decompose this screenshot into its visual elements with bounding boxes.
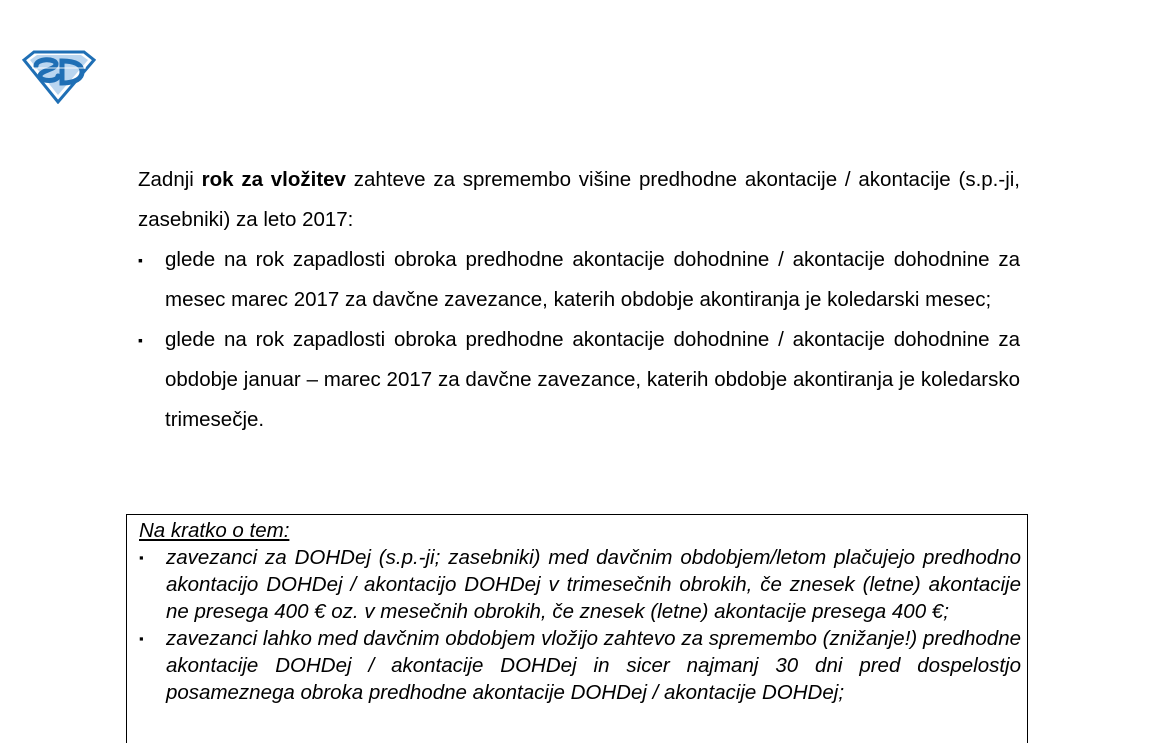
bullet-icon: ▪ xyxy=(138,332,143,348)
main-text xyxy=(138,160,1020,440)
intro-bold-text: rok za vložitev xyxy=(201,168,346,191)
summary-item-text: zavezanci za DOHDej (s.p.-ji; zasebniki) med davčnim obdobjem/letom plačujejo predhodno akontacijo DOHDej / akontacijo DOHDej v trimesečnih obrokih, če znesek (letne) akontacije ne presega 400 € oz. v mesečnih obrokih, če znesek (letne) akontacije presega 400 €; xyxy=(166,546,1021,623)
intro-text-end: zahteve za spremembo višine predhodne akontacije / akontacije (s.p.-ji, zasebniki) za leto 2017: xyxy=(138,168,1020,231)
list-item-text: glede na rok zapadlosti obroka predhodne akontacije dohodnine / akontacije dohodnine za obdobje januar – marec 2017 za davčne zavezance, katerih obdobje akontiranja je koledarsko trimesečje. xyxy=(165,328,1020,431)
list-item-text: glede na rok zapadlosti obroka predhodne akontacije dohodnine / akontacije dohodnine za mesec marec 2017 za davčne zavezance, katerih obdobje akontiranja je koledarski mesec; xyxy=(165,248,1020,311)
bullet-icon: ▪ xyxy=(139,550,144,565)
deadline-list xyxy=(138,240,1020,440)
intro-paragraph xyxy=(138,160,1020,240)
sd-logo xyxy=(22,48,96,104)
summary-item-text: zavezanci lahko med davčnim obdobjem vložijo zahtevo za spremembo (znižanje!) predhodne akontacije DOHDej / akontacije DOHDej in sicer najmanj 30 dni pred dospelostjo posameznega obroka predhodne akontacije DOHDej / akontacije DOHDej; xyxy=(166,627,1021,704)
list-item xyxy=(138,320,1020,440)
list-item xyxy=(139,544,1021,625)
list-item xyxy=(138,240,1020,320)
summary-box xyxy=(126,514,1028,743)
intro-text-start: Zadnji xyxy=(138,168,202,191)
list-item xyxy=(139,625,1021,706)
bullet-icon: ▪ xyxy=(139,631,144,646)
summary-list xyxy=(139,544,1021,706)
summary-title: Na kratko o tem: xyxy=(139,519,290,542)
bullet-icon: ▪ xyxy=(138,252,143,268)
sd-shield-logo-icon xyxy=(22,48,96,104)
